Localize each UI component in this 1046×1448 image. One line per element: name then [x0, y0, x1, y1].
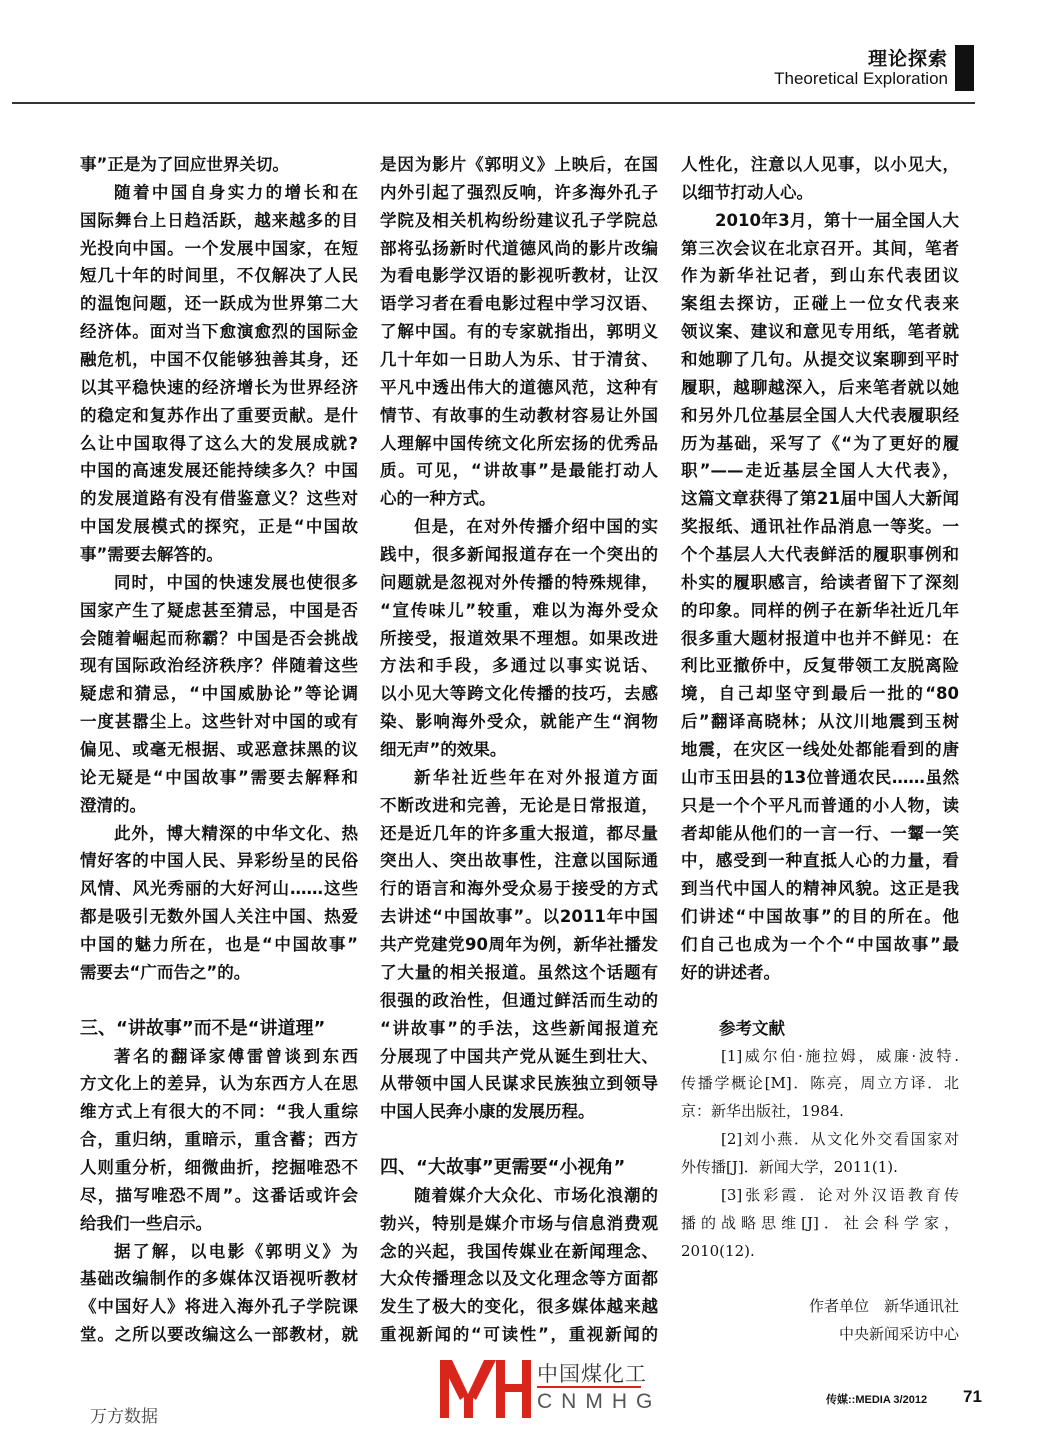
header-divider	[12, 102, 975, 104]
paragraph-line: 一度甚嚣尘上。这些针对中国的或有	[80, 712, 358, 732]
paragraph-line: 融危机，中国不仅能够独善其身，还	[80, 350, 358, 370]
watermark-logo	[440, 1356, 670, 1422]
paragraph-line: 几十年如一日助人为乐、甘于清贫、	[380, 350, 658, 370]
paragraph-line: 履职，越聊越深入，后来笔者就以她	[681, 377, 959, 397]
paragraph-line: 方法和手段，多通过以事实说话、	[380, 656, 658, 676]
paragraph-line: 突出人、突出故事性，注意以国际通	[380, 851, 658, 871]
section-heading: 四、“大故事”更需要“小视角”	[380, 1156, 626, 1178]
paragraph-line: 重视新闻的“可读性”，重视新闻的	[380, 1325, 658, 1345]
paragraph-line: 经济体。面对当下愈演愈烈的国际金	[80, 322, 358, 342]
paragraph-line: 利比亚撤侨中，反复带领工友脱离险	[681, 656, 959, 676]
paragraph-line: 地震，在灾区一线处处都能看到的唐	[681, 740, 959, 760]
section-heading: 三、“讲故事”而不是“讲道理”	[80, 1017, 326, 1039]
paragraph-line: 同时，中国的快速发展也使很多	[114, 572, 358, 592]
paragraph-line: 去讲述“中国故事”。以2011年中国	[380, 907, 658, 927]
paragraph-line: 需要去“广而告之”的。	[80, 962, 251, 982]
paragraph-line: 国际舞台上日趋活跃，越来越多的目	[80, 210, 358, 230]
paragraph-line: 人则重分析，细微曲折，挖掘唯恐不	[80, 1157, 358, 1177]
references-heading: 参考文献	[719, 1018, 785, 1038]
paragraph-line: 山市玉田县的13位普通农民……虽然	[681, 767, 959, 787]
paragraph-line: 共产党建党90周年为例，新华社播发	[380, 935, 658, 955]
paragraph-line: 们自己也成为一个个“中国故事”最	[681, 935, 959, 955]
paragraph-line: 奖报纸、通讯社作品消息一等奖。一	[681, 517, 959, 537]
paragraph-line: 分展现了中国共产党从诞生到壮大、	[380, 1046, 658, 1066]
reference-line: 京：新华出版社，1984.	[681, 1102, 844, 1121]
paragraph-line: 还是近几年的许多重大报道，都尽量	[380, 823, 658, 843]
magazine-issue: 传媒::MEDIA 3/2012	[826, 1394, 928, 1406]
paragraph-line: 中国的魅力所在，也是“中国故事”	[80, 935, 358, 955]
paragraph-line: 第三次会议在北京召开。其间，笔者	[681, 238, 959, 258]
paragraph-line: 的温饱问题，还一跃成为世界第二大	[80, 294, 358, 314]
watermark-underline	[537, 1386, 641, 1388]
paragraph-line: 著名的翻译家傅雷曾谈到东西	[114, 1046, 358, 1066]
paragraph-line: 澄清的。	[80, 795, 146, 815]
paragraph-line: 疑虑和猜忌，“中国威胁论”等论调	[80, 684, 358, 704]
paragraph-line: 《中国好人》将进入海外孔子学院课	[80, 1297, 358, 1317]
paragraph-line: 朴实的履职感言，给读者留下了深刻	[681, 572, 959, 592]
paragraph-line: 光投向中国。一个发展中国家，在短	[80, 238, 358, 258]
paragraph-line: 心的一种方式。	[380, 489, 496, 509]
paragraph-line: 的稳定和复苏作出了重要贡献。是什	[80, 405, 358, 425]
text-column-1	[80, 151, 358, 1349]
paragraph-line: 发生了极大的变化，很多媒体越来越	[380, 1297, 658, 1317]
paragraph-line: 国家产生了疑虑甚至猜忌，中国是否	[80, 600, 358, 620]
paragraph-line: 以其平稳快速的经济增长为世界经济	[80, 377, 358, 397]
paragraph-line: 染、影响海外受众，就能产生“润物	[380, 712, 658, 732]
text-column-2	[380, 151, 658, 1349]
paragraph-line: 和她聊了几句。从提交议案聊到平时	[681, 350, 959, 370]
reference-line: 外传播[J]．新闻大学，2011(1).	[681, 1157, 898, 1176]
paragraph-line: 者却能从他们的一言一行、一颦一笑	[681, 823, 959, 843]
section-title-cn: 理论探索	[867, 48, 948, 70]
paragraph-line: “宣传味儿”较重，难以为海外受众	[380, 600, 658, 620]
paragraph-line: 中，感受到一种直抵人心的力量，看	[681, 851, 959, 871]
paragraph-line: 平凡中透出伟大的道德风范，这种有	[380, 377, 658, 397]
paragraph-line: 尽，描写唯恐不周”。这番话或许会	[80, 1185, 358, 1205]
paragraph-line: 据了解，以电影《郭明义》为	[114, 1241, 358, 1261]
paragraph-line: 合，重归纳，重暗示，重含蓄；西方	[80, 1130, 358, 1150]
paragraph-line: 从带领中国人民谋求民族独立到领导	[380, 1074, 658, 1094]
paragraph-line: 勃兴，特别是媒介市场与信息消费观	[380, 1213, 658, 1233]
paragraph-line: 个个基层人大代表鲜活的履职事例和	[681, 545, 959, 565]
reference-line: [3]张彩霞．论对外汉语教育传	[721, 1185, 959, 1204]
paragraph-line: 职”——走近基层全国人大代表》，	[681, 461, 959, 481]
paragraph-line: 这篇文章获得了第21届中国人大新闻	[681, 489, 959, 509]
paragraph-line: 大众传播理念以及文化理念等方面都	[380, 1269, 658, 1289]
paragraph-line: 2010年3月，第十一届全国人大	[715, 210, 959, 230]
paragraph-line: 偏见、或毫无根据、或恶意抹黑的议	[80, 740, 358, 760]
section-title-en: Theoretical Exploration	[774, 69, 948, 88]
paragraph-line: 后”翻译高晓林；从汶川地震到玉树	[681, 712, 959, 732]
paragraph-line: 内外引起了强烈反响，许多海外孔子	[380, 182, 658, 202]
reference-line: 传播学概论[M]．陈亮，周立方译．北	[681, 1074, 959, 1093]
paragraph-line: 行的语言和海外受众易于接受的方式	[380, 879, 658, 899]
paragraph-line: 作为新华社记者，到山东代表团议	[681, 266, 959, 286]
reference-line: [2]刘小燕．从文化外交看国家对	[721, 1130, 959, 1149]
paragraph-line: 此外，博大精深的中华文化、热	[114, 823, 358, 843]
paragraph-line: 践中，很多新闻报道存在一个突出的	[380, 545, 658, 565]
paragraph-line: 中国的高速发展还能持续多久？中国	[80, 461, 358, 481]
paragraph-line: 人性化，注意以人见事，以小见大，	[681, 155, 959, 174]
paragraph-line: 境，自己却坚守到最后一批的“80	[681, 684, 959, 704]
paragraph-line: 以细节打动人心。	[681, 182, 813, 202]
paragraph-line: 为看电影学汉语的影视听教材，让汉	[380, 266, 658, 286]
cnmhg-logo-icon	[440, 1356, 532, 1422]
text-column-3	[681, 151, 959, 1349]
paragraph-line: 部将弘扬新时代道德风尚的影片改编	[380, 238, 658, 258]
paragraph-line: 语学习者在看电影过程中学习汉语、	[380, 294, 658, 314]
reference-line: 播的战略思维[J]．社会科学家，	[681, 1213, 959, 1232]
paragraph-line: 么让中国取得了这么大的发展成就?	[80, 433, 358, 453]
header-bar	[955, 45, 974, 91]
paragraph-line: 事”正是为了回应世界关切。	[80, 155, 289, 174]
paragraph-line: 的发展道路有没有借鉴意义？这些对	[80, 489, 358, 509]
paragraph-line: 情好客的中国人民、异彩纷呈的民俗	[80, 851, 358, 871]
paragraph-line: “讲故事”的手法，这些新闻报道充	[380, 1018, 658, 1038]
paragraph-line: 方文化上的差异，认为东西方人在思	[80, 1074, 358, 1094]
paragraph-line: 不断改进和完善，无论是日常报道，	[380, 795, 658, 815]
reference-line: 2010(12).	[681, 1241, 755, 1260]
paragraph-line: 了解中国。有的专家就指出，郭明义	[380, 322, 658, 342]
paragraph-line: 质。可见，“讲故事”是最能打动人	[380, 461, 658, 481]
paragraph-line: 随着中国自身实力的增长和在	[114, 182, 358, 202]
paragraph-line: 到当代中国人的精神风貌。这正是我	[681, 879, 959, 899]
paragraph-line: 学院及相关机构纷纷建议孔子学院总	[380, 210, 658, 230]
paragraph-line: 风情、风光秀丽的大好河山……这些	[80, 879, 358, 899]
paragraph-line: 是因为影片《郭明义》上映后，在国	[380, 155, 658, 174]
paragraph-line: 事”需要去解答的。	[80, 545, 223, 565]
paragraph-line: 细无声”的效果。	[380, 740, 507, 760]
paragraph-line: 只是一个个平凡而普通的小人物，读	[681, 795, 959, 815]
paragraph-line: 堂。之所以要改编这么一部教材，就	[80, 1325, 358, 1345]
paragraph-line: 新华社近些年在对外报道方面	[414, 767, 658, 787]
author-affiliation: 中央新闻采访中心	[838, 1325, 959, 1344]
paragraph-line: 案组去探访，正碰上一位女代表来	[681, 294, 959, 314]
paragraph-line: 中国发展模式的探究，正是“中国故	[80, 517, 358, 537]
paragraph-line: 情节、有故事的生动教材容易让外国	[380, 405, 658, 425]
paragraph-line: 给我们一些启示。	[80, 1213, 212, 1233]
paragraph-line: 好的讲述者。	[681, 962, 780, 982]
paragraph-line: 很强的政治性，但通过鲜活而生动的	[380, 990, 658, 1010]
paragraph-line: 的印象。同样的例子在新华社近几年	[681, 600, 959, 620]
paragraph-line: 以小见大等跨文化传播的技巧，去感	[380, 684, 658, 704]
paragraph-line: 所接受，报道效果不理想。如果改进	[380, 628, 658, 648]
paragraph-line: 很多重大题材报道中也并不鲜见：在	[681, 628, 959, 648]
paragraph-line: 历为基础，采写了《“为了更好的履	[681, 433, 959, 453]
paragraph-line: 维方式上有很大的不同：“我人重综	[80, 1102, 358, 1122]
paragraph-line: 现有国际政治经济秩序？伴随着这些	[80, 656, 358, 676]
paragraph-line: 短几十年的时间里，不仅解决了人民	[80, 266, 358, 286]
watermark-text-cn: 中国煤化工	[537, 1362, 647, 1386]
paragraph-line: 问题就是忽视对外传播的特殊规律，	[380, 572, 658, 592]
paragraph-line: 中国人民奔小康的发展历程。	[380, 1102, 595, 1122]
paragraph-line: 和另外几位基层全国人大代表履职经	[681, 405, 959, 425]
page-number: 71	[963, 1387, 982, 1406]
paragraph-line: 会随着崛起而称霸？中国是否会挑战	[80, 628, 358, 648]
paragraph-line: 都是吸引无数外国人关注中国、热爱	[80, 907, 358, 927]
reference-line: [1]威尔伯·施拉姆，威廉·波特.	[721, 1046, 959, 1065]
paragraph-line: 论无疑是“中国故事”需要去解释和	[80, 767, 358, 787]
paragraph-line: 随着媒介大众化、市场化浪潮的	[414, 1185, 658, 1205]
paragraph-line: 领议案、建议和意见专用纸，笔者就	[681, 322, 959, 342]
source-label: 万方数据	[90, 1407, 158, 1427]
paragraph-line: 了大量的相关报道。虽然这个话题有	[380, 962, 658, 982]
paragraph-line: 但是，在对外传播介绍中国的实	[414, 517, 658, 537]
paragraph-line: 们讲述“中国故事”的目的所在。他	[681, 907, 959, 927]
author-affiliation: 作者单位 新华通讯社	[808, 1297, 959, 1316]
paragraph-line: 人理解中国传统文化所宏扬的优秀品	[380, 433, 658, 453]
paragraph-line: 基础改编制作的多媒体汉语视听教材	[80, 1269, 358, 1289]
watermark-text-en: CNMHG	[537, 1390, 662, 1413]
paragraph-line: 念的兴起，我国传媒业在新闻理念、	[380, 1241, 658, 1261]
